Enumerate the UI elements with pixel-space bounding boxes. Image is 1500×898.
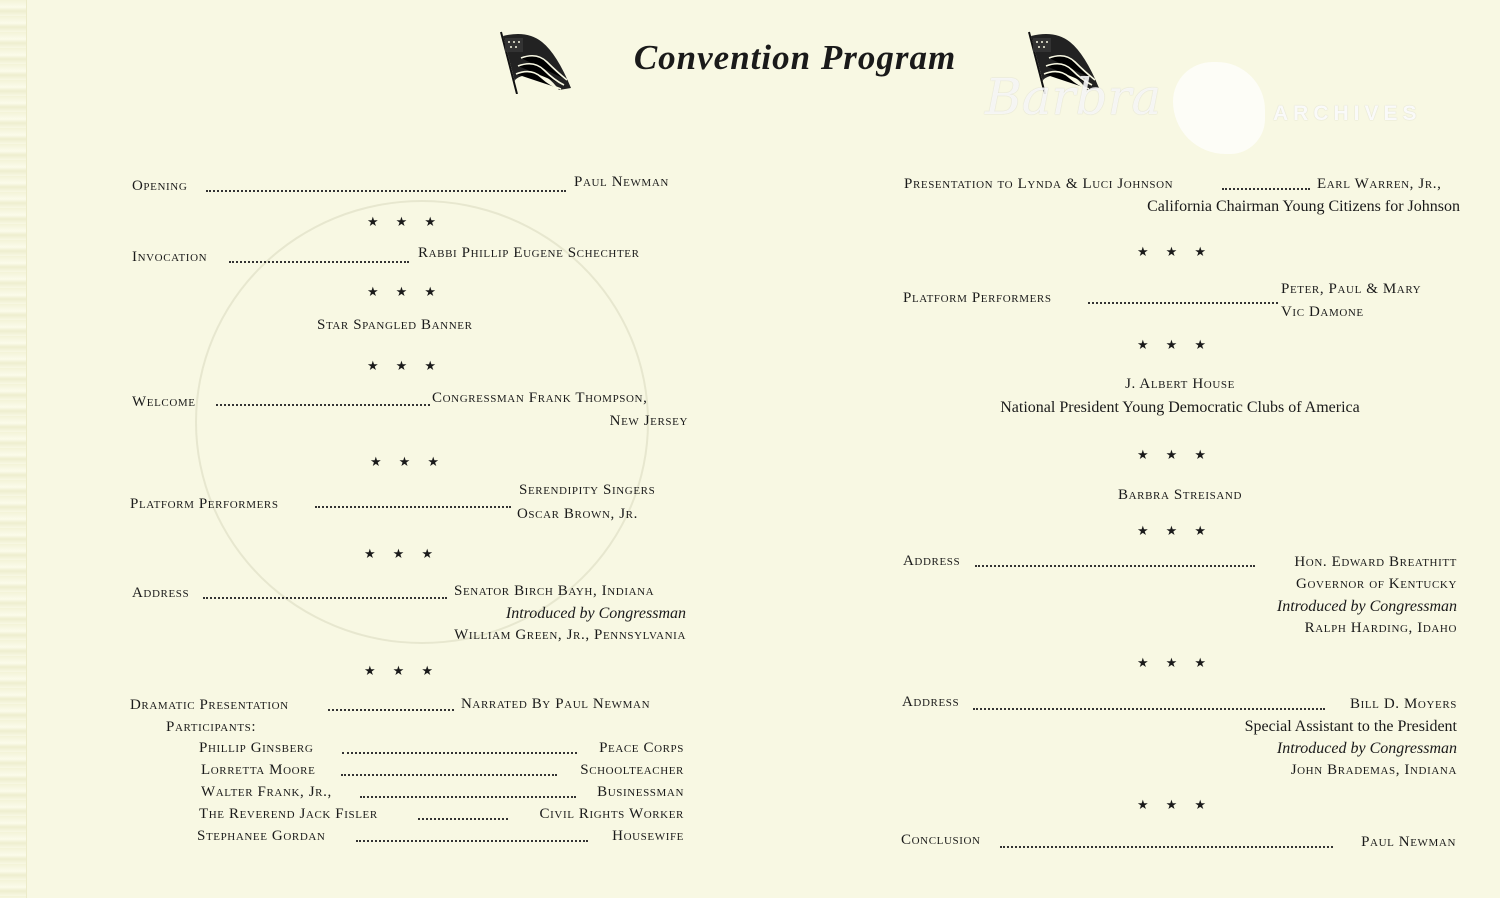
star-divider: ★★★: [364, 546, 450, 561]
star-divider: ★★★: [1137, 447, 1223, 462]
address-value2: William Green, Jr., Pennsylvania: [454, 627, 686, 643]
address2-intro: Introduced by Congressman: [1276, 740, 1457, 757]
platform-label: Platform Performers: [130, 496, 279, 512]
watermark-script: Barbra: [985, 68, 1162, 126]
house-name: J. Albert House: [1125, 376, 1235, 392]
star-divider: ★★★: [1137, 655, 1223, 670]
dot-leader: [1000, 846, 1333, 848]
platform-value: Serendipity Singers: [519, 482, 656, 498]
presentation-value2: California Chairman Young Citizens for Johnson: [1147, 198, 1460, 215]
star-divider: ★★★: [370, 454, 456, 469]
dot-leader: [203, 597, 447, 599]
conclusion-label: Conclusion: [901, 832, 981, 848]
dot-leader: [206, 190, 566, 192]
star-divider: ★★★: [367, 214, 453, 229]
participant-name: Walter Frank, Jr.,: [201, 784, 332, 800]
american-flag-icon: [497, 30, 575, 94]
watermark-word: ARCHIVES: [1273, 102, 1422, 125]
dot-leader: [418, 818, 508, 820]
address1-value3: Ralph Harding, Idaho: [1304, 620, 1457, 636]
star-divider: ★★★: [1137, 523, 1223, 538]
address1-label: Address: [903, 553, 961, 569]
watermark-silhouette-icon: [1173, 62, 1265, 154]
invocation-value: Rabbi Phillip Eugene Schechter: [418, 245, 640, 261]
dot-leader: [1222, 188, 1310, 190]
address1-value: Hon. Edward Breathitt: [1294, 554, 1457, 570]
house-title: National President Young Democratic Clubs of America: [1000, 399, 1360, 416]
participant-name: Stephanee Gordan: [197, 828, 326, 844]
welcome-value2: New Jersey: [609, 413, 688, 429]
address2-value: Bill D. Moyers: [1350, 696, 1457, 712]
welcome-label: Welcome: [132, 394, 196, 410]
address-label: Address: [132, 585, 190, 601]
participant-role: Housewife: [612, 828, 684, 844]
participant-name: Lorretta Moore: [201, 762, 316, 778]
participant-role: Businessman: [597, 784, 684, 800]
invocation-label: Invocation: [132, 249, 208, 265]
star-divider: ★★★: [367, 358, 453, 373]
participant-role: Peace Corps: [599, 740, 684, 756]
participants-label: Participants:: [166, 719, 257, 735]
platform-value-right: Peter, Paul & Mary: [1281, 281, 1422, 297]
star-divider: ★★★: [367, 284, 453, 299]
address1-intro: Introduced by Congressman: [1276, 598, 1457, 615]
star-divider: ★★★: [364, 663, 450, 678]
address2-value2: Special Assistant to the President: [1244, 718, 1457, 735]
platform-label-right: Platform Performers: [903, 290, 1052, 306]
presentation-label: Presentation to Lynda & Luci Johnson: [904, 176, 1174, 192]
participant-name: The Reverend Jack Fisler: [199, 806, 378, 822]
archive-watermark: [985, 62, 1435, 162]
welcome-value: Congressman Frank Thompson,: [432, 390, 648, 406]
star-divider: ★★★: [1137, 244, 1223, 259]
address1-value2: Governor of Kentucky: [1296, 576, 1457, 592]
star-divider: ★★★: [1137, 337, 1223, 352]
page-title: Convention Program: [633, 38, 957, 77]
star-divider: ★★★: [1137, 797, 1223, 812]
dramatic-value: Narrated By Paul Newman: [461, 696, 651, 712]
dot-leader: [229, 261, 409, 263]
dot-leader: [315, 506, 511, 508]
anthem-line: Star Spangled Banner: [317, 317, 473, 333]
torn-left-edge: [0, 0, 27, 898]
streisand-line: Barbra Streisand: [1118, 487, 1242, 503]
opening-label: Opening: [132, 178, 188, 194]
address2-label: Address: [902, 694, 960, 710]
presentation-value: Earl Warren, Jr.,: [1317, 176, 1442, 192]
participant-role: Civil Rights Worker: [539, 806, 684, 822]
platform-value2-right: Vic Damone: [1281, 304, 1364, 320]
participant-role: Schoolteacher: [580, 762, 684, 778]
dot-leader: [1088, 302, 1278, 304]
platform-value2: Oscar Brown, Jr.: [517, 506, 638, 522]
dot-leader: [328, 709, 454, 711]
dot-leader: [216, 404, 430, 406]
dramatic-label: Dramatic Presentation: [130, 697, 289, 713]
opening-value: Paul Newman: [574, 174, 669, 190]
address2-value3: John Brademas, Indiana: [1290, 762, 1457, 778]
address-intro: Introduced by Congressman: [505, 605, 686, 622]
address-value: Senator Birch Bayh, Indiana: [454, 583, 655, 599]
participant-name: Phillip Ginsberg: [199, 740, 314, 756]
conclusion-value: Paul Newman: [1361, 834, 1456, 850]
